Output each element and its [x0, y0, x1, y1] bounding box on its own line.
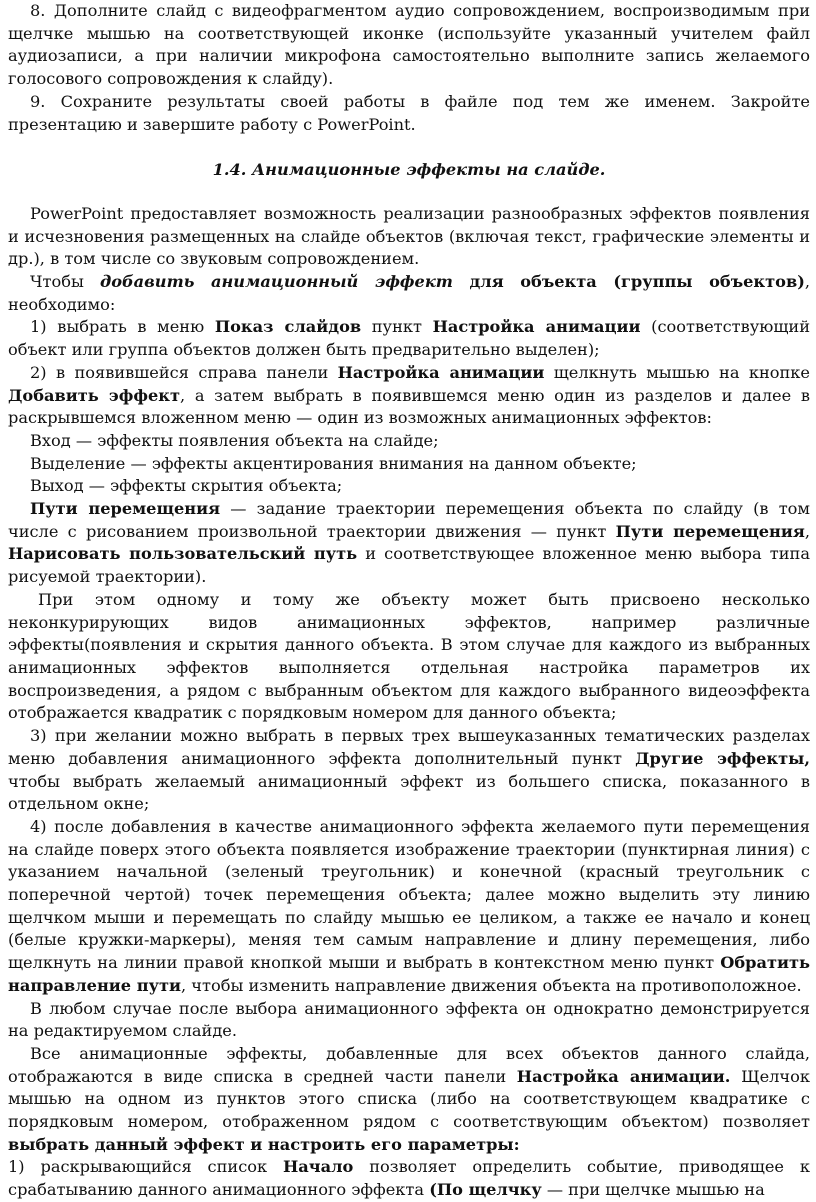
multiple-effects-paragraph: При этом одному и тому же объекту может быть присвоено несколько неконкурирующих видов анимационных эффектов, например различные эффекты(появления и скрытия данного объекта. В этом случае для каждого из выбранных анимационных эффектов выполняется отдельная настройка параметров их воспроизведения, а рядом с выбранным объектом для каждого выбранного видеоэффекта отображается квадратик с порядковым номером для данного объекта;: [8, 589, 810, 723]
step-3: 3) при желании можно выбрать в первых трех вышеуказанных тематических разделах меню добавления анимационного эффекта дополнительный пункт Другие эффекты, чтобы выбрать желаемый анимационный эффект из большего списка, показанного в отдельном окне;: [8, 726, 811, 814]
paragraph-item-9: 9. Сохраните результаты своей работы в файле под тем же именем. Закройте презентацию и завершите работу с PowerPoint.: [8, 91, 810, 134]
start-list-paragraph: 1) раскрывающийся список Начало позволяет определить событие, приводящее к срабатыванию данного анимационного эффекта (По щелчку — при щелчке мышью на: [8, 1157, 810, 1200]
need-paragraph: Чтобы добавить анимационный эффект для объекта (группы объектов), необходимо:: [8, 272, 811, 314]
step-4: 4) после добавления в качестве анимационного эффекта желаемого пути перемещения на слайде поверх этого объекта появляется изображение траектории (пунктирная линия) с указанием начальной (зеленый треугольник) и конечной (красный треугольник с поперечной чертой) точек перемещения объекта; далее можно выделить эту линию щелчком мыши и перемещать по слайду мышью ее целиком, а также ее начало и конец (белые кружки-маркеры), меняя тем самым направление и длину перемещения, либо щелкнуть на линии правой кнопкой мыши и выбрать в контекстном меню пункт Обратить направление пути, чтобы изменить направление движения объекта на противоположное.: [8, 816, 810, 995]
all-effects-paragraph: Все анимационные эффекты, добавленные для всех объектов данного слайда, отображаются в виде списка в средней части панели Настройка анимации. Щелчок мышью на одном из пунктов этого списка (либо на соответствующем квадратике с порядковым номером, отображенном рядом с соответствующим объектом) позволяет выбрать данный эффект и настроить его параметры:: [8, 1043, 810, 1154]
paragraph-item-8: 8. Дополните слайд с видеофрагментом аудио сопровождением, воспроизводимым при щелчке мышью на соответствующей иконке (используйте указанный учителем файл аудиозаписи, а при наличии микрофона самостоятельно выполните запись желаемого голосового сопровождения к слайду).: [8, 1, 810, 89]
step-2: 2) в появившейся справа панели Настройка анимации щелкнуть мышью на кнопке Добавить эффект, а затем выбрать в появившемся меню один из разделов и далее в раскрывшемся вложенном меню — один из возможных анимационных эффектов:: [8, 362, 810, 428]
any-case-paragraph: В любом случае после выбора анимационного эффекта он однократно демонстрируется на редактируемом слайде.: [8, 998, 810, 1041]
step-1: 1) выбрать в меню Показ слайдов пункт Настройка анимации (соответствующий объект или группа объектов должен быть предварительно выделен);: [8, 317, 810, 360]
effect-entry: Вход — эффекты появления объекта на слайде;: [30, 430, 439, 450]
motion-paths-paragraph: Пути перемещения — задание траектории перемещения объекта по слайду (в том числе с рисованием произвольной траектории движения — пункт Пути перемещения, Нарисовать пользовательский путь и соответствующее вложенное меню выбора типа рисуемой траектории).: [8, 499, 810, 587]
effect-exit: Выход — эффекты скрытия объекта;: [30, 476, 343, 496]
effect-emphasis: Выделение — эффекты акцентирования внимания на данном объекте;: [30, 453, 637, 473]
intro-paragraph: PowerPoint предоставляет возможность реализации разнообразных эффектов появления и исчезновения размещенных на слайде объектов (включая текст, графические элементы и др.), в том числе со звуковым сопровождением.: [8, 203, 810, 269]
section-heading: 1.4. Анимационные эффекты на слайде.: [212, 160, 606, 180]
